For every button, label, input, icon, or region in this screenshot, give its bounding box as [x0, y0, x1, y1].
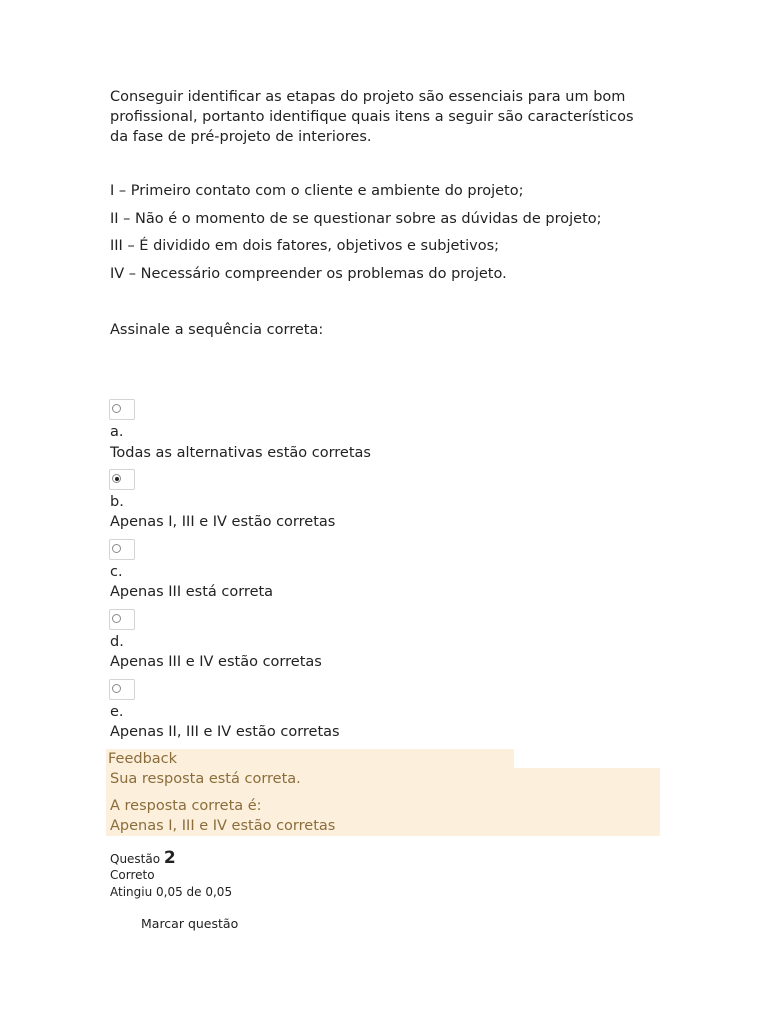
flag-question-link[interactable]: Marcar questão — [141, 916, 239, 931]
statement-list — [110, 181, 670, 291]
question-text: Conseguir identificar as etapas do projeto são essenciais para um bom profissional, portanto identifique quais itens a seguir são característicos da fase de pré-projeto de interiores. — [110, 89, 634, 145]
option-letter: a. — [110, 424, 124, 440]
radio-icon[interactable] — [112, 684, 121, 693]
option-letter: d. — [110, 634, 124, 650]
option-c-radio[interactable] — [109, 539, 135, 560]
statement-item: III – É dividido em dois fatores, objetivos e subjetivos; — [110, 238, 500, 254]
radio-icon[interactable] — [112, 614, 121, 623]
option-letter: e. — [110, 704, 124, 720]
option-letter: c. — [110, 564, 123, 580]
question-grade: Atingiu 0,05 de 0,05 — [110, 885, 233, 899]
option-letter: b. — [110, 494, 124, 510]
option-a-radio[interactable] — [109, 399, 135, 420]
option-c-label[interactable]: Apenas III está correta — [110, 584, 274, 600]
feedback-status: Sua resposta está correta. — [110, 771, 301, 787]
question-number-value: 2 — [163, 848, 176, 868]
correct-answer-label: A resposta correta é: — [110, 798, 262, 814]
option-e-label[interactable]: Apenas II, III e IV estão corretas — [110, 724, 340, 740]
question-label: Questão — [110, 852, 161, 866]
radio-icon[interactable] — [112, 404, 121, 413]
option-a-label[interactable]: Todas as alternativas estão corretas — [110, 445, 371, 461]
question-number — [110, 848, 176, 868]
option-d-label[interactable]: Apenas III e IV estão corretas — [110, 654, 322, 670]
correct-answer-text: Apenas I, III e IV estão corretas — [110, 818, 336, 834]
statement-item: I – Primeiro contato com o cliente e ambiente do projeto; — [110, 183, 524, 199]
radio-icon[interactable] — [112, 544, 121, 553]
radio-checked-icon[interactable] — [112, 474, 121, 483]
question-state: Correto — [110, 868, 155, 882]
instruction-text: Assinale a sequência correta: — [110, 322, 324, 338]
option-e-radio[interactable] — [109, 679, 135, 700]
option-d-radio[interactable] — [109, 609, 135, 630]
option-b-radio[interactable] — [109, 469, 135, 490]
statement-item: II – Não é o momento de se questionar sobre as dúvidas de projeto; — [110, 210, 602, 227]
option-b-label[interactable]: Apenas I, III e IV estão corretas — [110, 514, 336, 530]
statement-item: IV – Necessário compreender os problemas do projeto. — [110, 265, 507, 282]
feedback-heading: Feedback — [108, 751, 178, 767]
